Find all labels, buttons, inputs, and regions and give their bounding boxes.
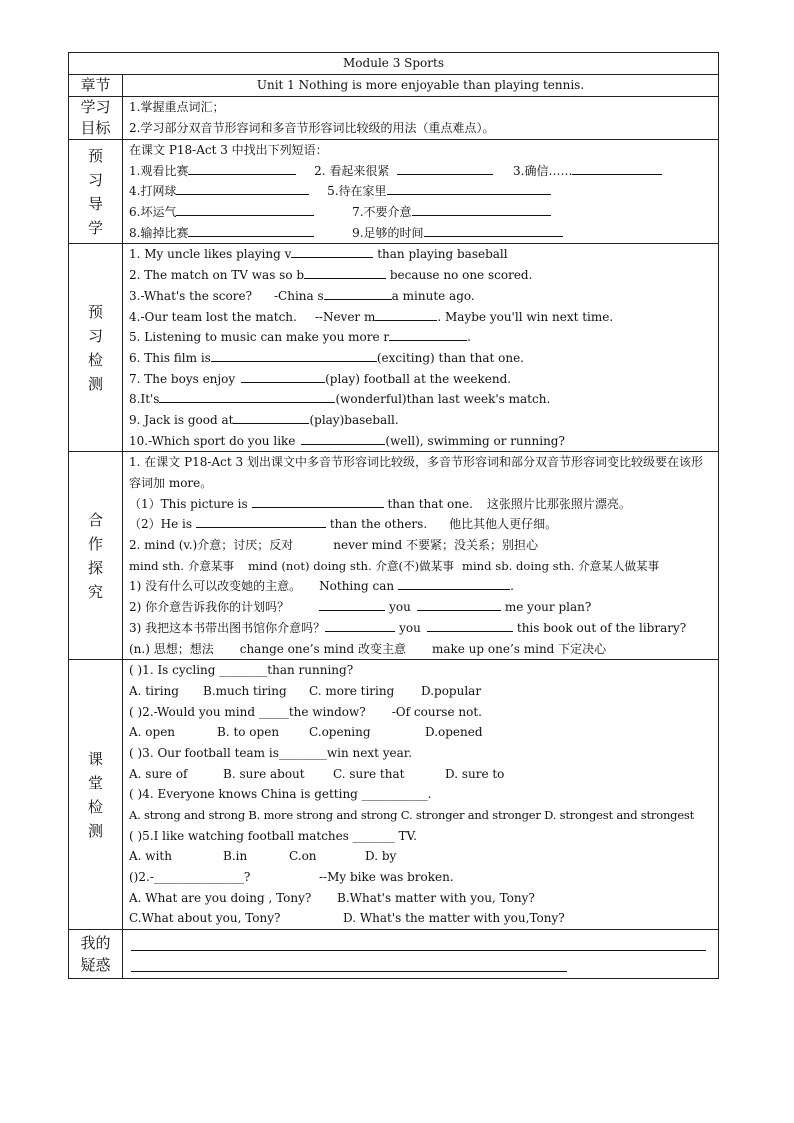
answer-blank[interactable] (233, 410, 309, 424)
explore-intro: 1. 在课文 P18-Act 3 划出课文中多音节形容词比较级，多音节形容词和部分双音节形容词变比较级要在该形容词加 more。 (129, 455, 703, 491)
translation-text: you (389, 600, 411, 615)
usage-text: change one’s mind 改变主意 (239, 641, 406, 656)
phrase-3: 3.确信…… (513, 163, 573, 178)
answer-blank[interactable] (196, 514, 326, 528)
phrase-line (129, 202, 712, 223)
question-text: than playing baseball (373, 247, 508, 262)
question-text: 10.-Which sport do you like (129, 433, 296, 448)
check-question (129, 286, 712, 307)
writing-line[interactable] (131, 930, 706, 951)
phrase-2: 2. 看起来很紧 (314, 163, 390, 178)
worksheet-table (68, 52, 719, 979)
answer-blank[interactable] (211, 348, 377, 362)
translation-item (129, 576, 712, 597)
quiz-options (129, 846, 712, 867)
question-text: (play) football at the weekend. (325, 371, 512, 386)
phrase-7: 7.不要介意 (352, 205, 412, 220)
chapter-row (69, 75, 719, 97)
answer-blank[interactable] (301, 431, 385, 445)
quiz-question: ( )1. Is cycling ________than running? (129, 663, 354, 678)
sentence-translation: 这张照片比那张照片漂亮。 (486, 496, 631, 511)
phrase-6: 6.坏运气 (129, 205, 177, 220)
mind-usage (129, 535, 712, 556)
phrase-line (129, 223, 712, 244)
option: B.What's matter with you, Tony? (337, 890, 535, 905)
usage-text: mind (not) doing sth. 介意(不)做某事 (248, 558, 454, 573)
usage-text: mind sb. doing sth. 介意某人做某事 (461, 558, 660, 573)
quiz-options (129, 681, 712, 702)
quiz-options (129, 764, 712, 785)
answer-blank[interactable] (176, 181, 309, 195)
answer-blank[interactable] (387, 181, 551, 195)
translation-text: 3) 我把这本书带出图书馆你介意吗？ (129, 620, 326, 635)
translation-text: 1) 没有什么可以改变她的主意。 (129, 579, 302, 594)
phrase-8: 8.输掉比赛 (129, 225, 189, 240)
answer-blank[interactable] (424, 223, 563, 237)
explore-label (69, 452, 123, 660)
question-text: 5. Listening to music can make you more r (129, 330, 390, 345)
option: B. sure about (223, 766, 305, 781)
sentence-text: （2）He is (129, 517, 193, 532)
phrase-9: 9.足够的时间 (352, 225, 424, 240)
check-label-text: 预习检测 (87, 302, 103, 393)
translation-text: Nothing can (319, 579, 395, 594)
option: D. by (365, 849, 397, 864)
question-text: . Maybe you'll win next time. (437, 309, 614, 324)
preview-row (69, 140, 719, 244)
preview-intro: 在课文 P18-Act 3 中找出下列短语： (129, 143, 328, 157)
mind-usage (129, 556, 712, 577)
sentence-translation: 他比其他人更仔细。 (449, 517, 558, 532)
answer-blank[interactable] (188, 161, 296, 175)
quiz-question (129, 867, 712, 888)
answer-blank[interactable] (304, 265, 386, 279)
translation-text: me your plan? (504, 600, 592, 615)
quiz-options (129, 908, 712, 929)
answer-blank[interactable] (397, 161, 493, 175)
question-text: because no one scored. (386, 268, 533, 283)
doubts-label (69, 930, 123, 979)
objectives-content (123, 97, 719, 140)
sentence-text: than the others. (326, 517, 428, 532)
check-question (129, 389, 712, 410)
question-text: . (467, 330, 471, 345)
explore-label-text: 合作探究 (87, 510, 103, 601)
answer-blank[interactable] (176, 202, 314, 216)
sentence-text: than that one. (383, 496, 473, 511)
question-text: 4.-Our team lost the match. (129, 309, 297, 324)
question-text: 3.-What's the score? (129, 288, 252, 303)
unit-title: Unit 1 Nothing is more enjoyable than playing tennis. (123, 75, 719, 97)
translation-text: this book out of the library? (516, 620, 687, 635)
answer-blank[interactable] (319, 597, 385, 611)
question-text: (well), swimming or running? (385, 433, 565, 448)
answer-blank[interactable] (572, 161, 662, 175)
option: C. sure that (333, 766, 405, 781)
usage-text: 2. mind (v.)介意；讨厌；反对 (129, 538, 294, 553)
answer-blank[interactable] (389, 327, 467, 341)
preview-content (123, 140, 719, 244)
question-text: 1. My uncle likes playing v (129, 247, 292, 262)
check-row (69, 244, 719, 452)
question-text: 2. The match on TV was so b (129, 268, 305, 283)
module-row (69, 53, 719, 75)
check-question (129, 244, 712, 265)
answer-blank[interactable] (324, 286, 392, 300)
option: A. open (129, 725, 176, 740)
question-text: (exciting) than that one. (376, 350, 524, 365)
question-text: ( )2.-Would you mind _____the window? (129, 704, 366, 719)
usage-text: (n.) 思想；想法 (129, 641, 214, 656)
quiz-row (69, 660, 719, 930)
question-text: (wonderful)than last week's match. (335, 392, 551, 407)
option: D. What's the matter with you,Tony? (343, 911, 565, 926)
mind-noun (129, 639, 712, 660)
quiz-label-text: 课堂检测 (87, 749, 103, 840)
quiz-content (123, 660, 719, 930)
check-question (129, 348, 712, 369)
objective-item: 1.掌握重点词汇； (129, 100, 225, 114)
option: C. more tiring (309, 683, 395, 698)
doubts-content (123, 930, 719, 979)
translation-item (129, 618, 712, 639)
question-text: 7. The boys enjoy (129, 371, 236, 386)
option: A. sure of (129, 766, 188, 781)
objective-item: 2.学习部分双音节形容词和多音节形容词比较级的用法（重点难点）。 (129, 120, 495, 135)
usage-text: mind sth. 介意某事 (129, 558, 235, 573)
option: A. tiring (129, 683, 179, 698)
question-text: a minute ago. (391, 288, 475, 303)
phrase-4: 4.打网球 (129, 184, 177, 199)
phrase-line (129, 181, 712, 202)
objectives-row (69, 97, 719, 140)
translation-item (129, 597, 712, 618)
quiz-question: ( )4. Everyone knows China is getting ___________. (129, 787, 432, 802)
explore-sentence (129, 494, 712, 515)
quiz-label (69, 660, 123, 930)
check-question (129, 307, 712, 328)
question-text: 6. This film is (129, 350, 211, 365)
answer-blank[interactable] (417, 597, 501, 611)
quiz-question: ( )3. Our football team is________win next year. (129, 745, 413, 760)
question-text: (play)baseball. (309, 412, 399, 427)
quiz-options (129, 888, 712, 909)
usage-text: never mind 不要紧；没关系；别担心 (333, 538, 538, 553)
option: A. What are you doing , Tony? (129, 890, 312, 905)
translation-text: . (510, 579, 514, 594)
objectives-label (69, 97, 123, 140)
doubts-row (69, 930, 719, 979)
option: B. to open (217, 725, 280, 740)
option: A. with (129, 849, 172, 864)
explore-sentence (129, 514, 712, 535)
option: C.on (289, 849, 317, 864)
option: D.opened (425, 725, 483, 740)
answer-blank[interactable] (325, 618, 395, 632)
answer-blank[interactable] (159, 389, 335, 403)
check-question (129, 265, 712, 286)
answer-blank[interactable] (291, 244, 373, 258)
preview-label-text: 预习导学 (87, 146, 103, 237)
option: D. sure to (445, 766, 505, 781)
question-text: 9. Jack is good at (129, 412, 234, 427)
quiz-options: A. strong and strong B. more strong and strong C. stronger and stronger D. strongest and strongest (129, 808, 695, 823)
answer-blank[interactable] (188, 223, 314, 237)
translation-text: 2) 你介意告诉我你的计划吗？ (129, 600, 290, 615)
answer-blank[interactable] (412, 202, 551, 216)
question-text: 8.It's (129, 392, 160, 407)
answer-blank[interactable] (252, 494, 384, 508)
question-text: --My bike was broken. (319, 870, 454, 885)
check-question (129, 431, 712, 452)
usage-text: make up one’s mind 下定决心 (431, 641, 607, 656)
check-question (129, 327, 712, 348)
question-text: --Never m (314, 309, 376, 324)
quiz-question (129, 702, 712, 723)
question-text: ()2.-_______________? (129, 870, 251, 885)
check-question (129, 410, 712, 431)
answer-blank[interactable] (241, 369, 325, 383)
answer-blank[interactable] (398, 576, 510, 590)
phrase-1: 1.观看比赛 (129, 163, 189, 178)
quiz-options (129, 722, 712, 743)
option: C.What about you, Tony? (129, 911, 281, 926)
question-text: -China s (274, 288, 324, 303)
question-text: -Of course not. (391, 704, 482, 719)
quiz-question: ( )5.I like watching football matches _______ TV. (129, 828, 417, 843)
phrase-line (129, 161, 712, 182)
explore-content (123, 452, 719, 660)
module-title: Module 3 Sports (69, 53, 719, 75)
option: B.in (223, 849, 248, 864)
objectives-label-text: 学习目标 (80, 98, 111, 137)
translation-text: you (399, 620, 421, 635)
answer-blank[interactable] (375, 307, 437, 321)
check-label (69, 244, 123, 452)
doubts-label-text: 我的疑惑 (80, 934, 111, 975)
check-content (123, 244, 719, 452)
phrase-5: 5.待在家里 (327, 184, 387, 199)
sentence-text: （1）This picture is (129, 496, 248, 511)
preview-label (69, 140, 123, 244)
answer-blank[interactable] (427, 618, 513, 632)
check-question (129, 369, 712, 390)
chapter-label: 章节 (69, 75, 123, 97)
explore-row (69, 452, 719, 660)
option: B.much tiring (203, 683, 287, 698)
option: D.popular (421, 683, 482, 698)
writing-line[interactable] (131, 951, 567, 972)
option: C.opening (309, 725, 371, 740)
